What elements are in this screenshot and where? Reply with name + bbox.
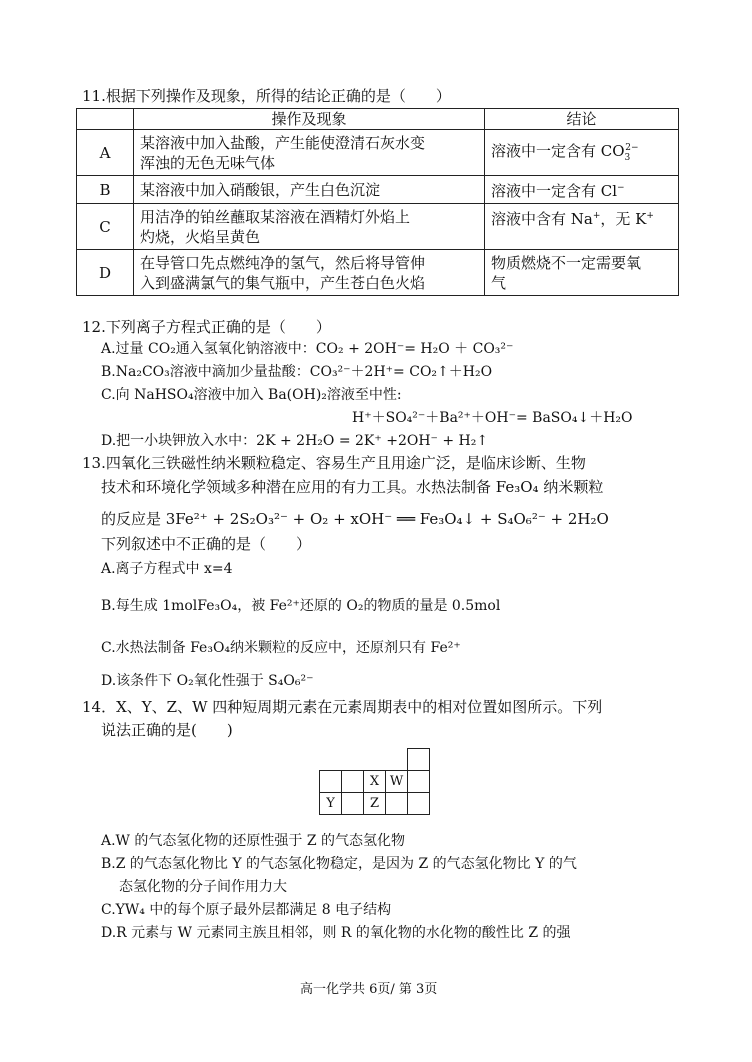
operation-cell: 用洁净的铂丝蘸取某溶液在酒精灯外焰上 灼烧，火焰呈黄色	[134, 204, 485, 250]
q14-line-2: 说法正确的是( )	[101, 721, 233, 739]
q14-option-d: D.R 元素与 W 元素同主族且相邻，则 R 的氧化物的水化物的酸性比 Z 的强	[101, 925, 571, 941]
q13-line-4: 下列叙述中不正确的是（ ）	[101, 535, 312, 553]
q11-header-operation: 操作及现象	[134, 109, 485, 130]
option-label: D	[77, 250, 134, 296]
q11-header-conclusion: 结论	[485, 109, 679, 130]
q12-stem: 12.下列离子方程式正确的是（ ）	[82, 318, 331, 336]
grid-cell-w: W	[386, 771, 408, 793]
q13-reaction-equation: 的反应是 3Fe²⁺ + 2S₂O₃²⁻ + O₂ + xOH⁻ ══ Fe₃O₄↓ + S₄O₆²⁻ + 2H₂O	[101, 510, 609, 528]
grid-cell-empty	[408, 749, 430, 771]
q11-row-a	[77, 130, 679, 176]
q14-option-c: C.YW₄ 中的每个原子最外层都满足 8 电子结构	[101, 902, 392, 918]
grid-cell-y: Y	[320, 793, 342, 815]
grid-cell-empty	[342, 793, 364, 815]
grid-cell-empty	[320, 771, 342, 793]
grid-cell-z: Z	[364, 793, 386, 815]
q11-row-d	[77, 250, 679, 296]
conclusion-cell: 物质燃烧不一定需要氧 气	[485, 250, 679, 296]
q13-option-c: C.水热法制备 Fe₃O₄纳米颗粒的反应中，还原剂只有 Fe²⁺	[101, 640, 461, 656]
grid-cell-empty	[342, 771, 364, 793]
q13-line-2: 技术和环境化学领域多种潜在应用的有力工具。水热法制备 Fe₃O₄ 纳米颗粒	[101, 478, 604, 496]
page-footer: 高一化学共 6页/ 第 3页	[300, 982, 438, 997]
q12-option-c-equation: H⁺＋SO₄²⁻＋Ba²⁺＋OH⁻= BaSO₄↓＋H₂O	[352, 410, 633, 426]
q14-line-1: 14．X、Y、Z、W 四种短周期元素在元素周期表中的相对位置如图所示。下列	[82, 698, 603, 716]
conclusion-cell: 溶液中一定含有 Cl−	[485, 176, 679, 204]
q13-line-1: 13.四氧化三铁磁性纳米颗粒稳定、容易生产且用途广泛，是临床诊断、生物	[82, 454, 586, 472]
grid-cell-empty	[408, 771, 430, 793]
grid-cell-empty	[408, 793, 430, 815]
q13-option-a: A.离子方程式中 x=4	[101, 561, 233, 577]
option-label: B	[77, 176, 134, 204]
operation-cell: 某溶液中加入盐酸，产生能使澄清石灰水变 浑浊的无色无味气体	[134, 130, 485, 176]
q12-option-c: C.向 NaHSO₄溶液中加入 Ba(OH)₂溶液至中性:	[101, 387, 402, 403]
q11-header-blank	[77, 109, 134, 130]
conclusion-cell: 溶液中含有 Na+，无 K+	[485, 204, 679, 250]
q12-option-d: D.把一小块钾放入水中：2K + 2H₂O = 2K⁺ +2OH⁻ + H₂↑	[101, 433, 489, 449]
q11-stem: 11.根据下列操作及现象，所得的结论正确的是（ ）	[82, 87, 451, 105]
q11-table	[76, 108, 679, 296]
grid-cell-x: X	[364, 771, 386, 793]
q12-option-b: B.Na₂CO₃溶液中滴加少量盐酸：CO₃²⁻＋2H⁺= CO₂↑＋H₂O	[101, 364, 493, 380]
q13-option-d: D.该条件下 O₂氧化性强于 S₄O₆²⁻	[101, 673, 314, 689]
q13-option-b: B.每生成 1molFe₃O₄，被 Fe²⁺还原的 O₂的物质的量是 0.5mol	[101, 598, 501, 614]
q14-option-a: A.W 的气态氢化物的还原性强于 Z 的气态氢化物	[101, 833, 406, 849]
q11-row-c	[77, 204, 679, 250]
q14-option-b-line-1: B.Z 的气态氢化物比 Y 的气态氢化物稳定，是因为 Z 的气态氢化物比 Y 的气	[101, 856, 577, 872]
q12-option-a: A.过量 CO₂通入氢氧化钠溶液中：CO₂ + 2OH⁻= H₂O ＋ CO₃²⁻	[101, 341, 514, 357]
q11-row-b	[77, 176, 679, 204]
conclusion-cell: 溶液中一定含有 $CO_3^{2-}$	[485, 130, 679, 176]
operation-cell: 某溶液中加入硝酸银，产生白色沉淀	[134, 176, 485, 204]
grid-cell-empty	[386, 793, 408, 815]
operation-cell: 在导管口先点燃纯净的氢气，然后将导管伸 入到盛满氯气的集气瓶中，产生苍白色火焰	[134, 250, 485, 296]
periodic-table-diagram	[319, 748, 430, 815]
option-label: C	[77, 204, 134, 250]
option-label: A	[77, 130, 134, 176]
q14-option-b-line-2: 态氢化物的分子间作用力大	[119, 879, 287, 895]
